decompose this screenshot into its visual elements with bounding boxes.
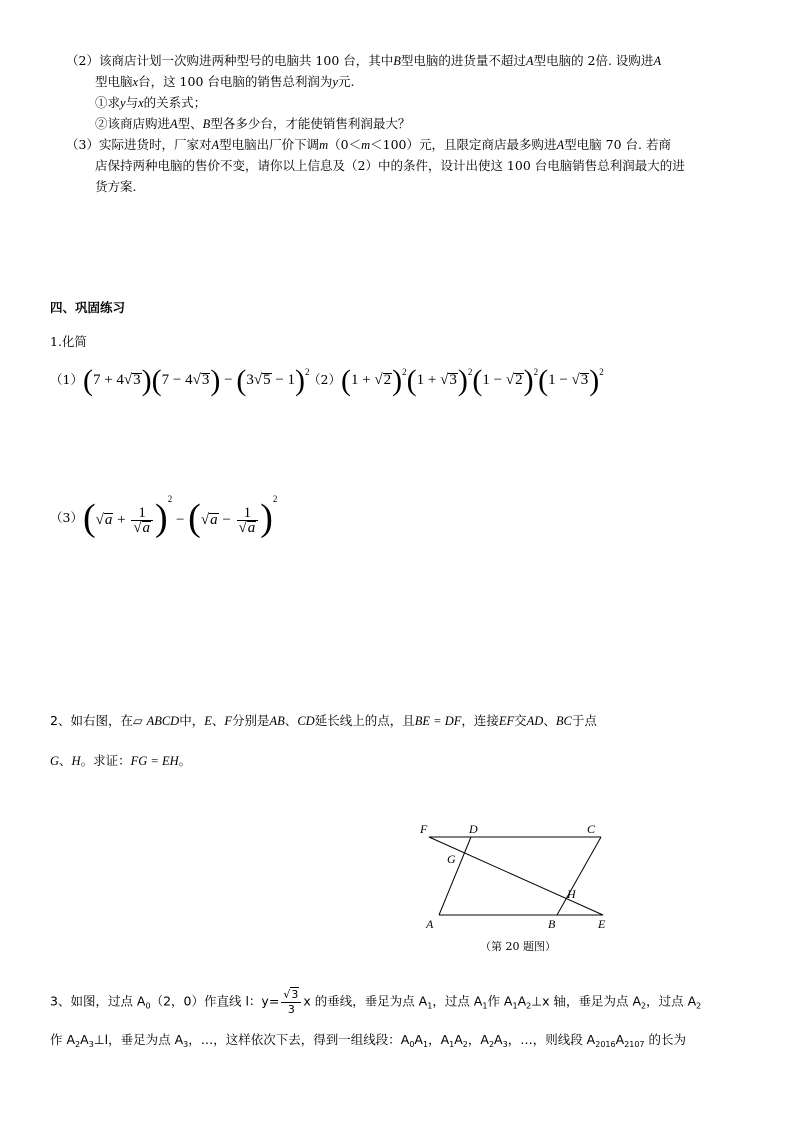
text: 该商店计划一次购进两种型号的电脑共 100 台，其中	[98, 53, 394, 68]
text: A	[414, 1032, 423, 1047]
label-C: C	[587, 822, 596, 836]
ex1-part2	[308, 364, 604, 398]
var-A: A	[556, 138, 565, 152]
label-H: H	[567, 887, 576, 901]
var-A: A	[170, 117, 178, 131]
text: ，…，则线段 A	[507, 1032, 596, 1047]
var-CD: CD	[297, 714, 315, 728]
subscript: 0	[145, 1001, 151, 1011]
text: （0＜	[328, 137, 362, 152]
q3-line3: 货方案.	[95, 179, 137, 194]
subscript: 2016	[595, 1040, 616, 1049]
text: 、	[59, 753, 72, 768]
text: 型电脑	[95, 74, 133, 89]
text: A	[80, 1032, 89, 1047]
part-label: （2）	[308, 372, 341, 387]
text: 。	[178, 753, 192, 768]
var-H: H	[71, 754, 81, 768]
text: 与	[125, 95, 139, 110]
subscript: 1	[482, 1001, 488, 1011]
q2-line1	[66, 50, 661, 72]
text: 型、	[177, 116, 203, 131]
label-E: E	[598, 917, 606, 931]
var-F: F	[224, 714, 233, 728]
subscript: 3	[183, 1040, 189, 1049]
var-BC: BC	[555, 714, 572, 728]
text: 的长为	[644, 1032, 686, 1047]
text: ，A	[467, 1032, 489, 1047]
condition: BE = DF	[414, 714, 462, 728]
text: ⊥l，垂足为点 A	[93, 1032, 184, 1047]
label-A: A	[426, 917, 434, 931]
text: 于点	[571, 713, 597, 728]
var-G: G	[50, 754, 60, 768]
var-EF: EF	[498, 714, 515, 728]
subscript: 2	[75, 1040, 81, 1049]
q3-number: （3）	[66, 137, 99, 152]
ex2-line1	[50, 711, 597, 729]
q2-sub1	[95, 92, 206, 114]
q2-line2	[95, 71, 354, 93]
ex3-line2	[50, 1030, 686, 1049]
text: A	[494, 1032, 503, 1047]
var-AB: AB	[269, 714, 285, 728]
text: 分别是	[232, 713, 270, 728]
text: 3、如图，过点 A	[50, 993, 146, 1009]
subscript: 3	[88, 1040, 94, 1049]
line-CB	[557, 837, 601, 915]
text: 的关系式；	[143, 95, 207, 110]
subscript: 1	[422, 1040, 429, 1049]
subscript: 2	[696, 1001, 702, 1011]
ex1-title: 1.化简	[50, 334, 87, 349]
var-B: B	[393, 54, 401, 68]
text: x 的垂线，垂足为点 A	[303, 993, 428, 1009]
ex1-part1	[50, 364, 310, 398]
expression-3: (√a + $\frac{1}{√a}$ )$^2$ − (√a − $\frac{1}{√a}$ )$^2$	[82, 494, 278, 539]
text: 中，	[179, 713, 205, 728]
text: ⊥x 轴，垂足为点 A	[531, 993, 642, 1009]
var-ABCD: ABCD	[146, 714, 180, 728]
part-label: （1）	[50, 372, 83, 387]
var-A: A	[653, 54, 662, 68]
text: ，…，这样依次下去，得到一组线段：A	[188, 1032, 410, 1047]
label-B: B	[548, 917, 556, 931]
text: 型电脑 70 台. 若商	[564, 137, 671, 152]
parallelogram-figure	[415, 818, 615, 958]
parallelogram-icon: ▱	[132, 713, 143, 728]
text: 型电脑的 2倍. 设购进	[533, 53, 654, 68]
q3-line1	[66, 134, 671, 156]
text: 。求证：	[80, 753, 131, 768]
denominator: 3	[287, 1003, 295, 1016]
subscript: 1	[427, 1001, 433, 1011]
text: （2，0）作直线 l：y=	[150, 993, 280, 1009]
subscript: 3	[502, 1040, 508, 1049]
var-y: y	[332, 75, 338, 89]
q3-line2: 店保持两种电脑的售价不变，请你以上信息及（2）中的条件，设计出使这 100 台电脑销售总利润最大的进	[95, 158, 685, 173]
label-G: G	[447, 852, 456, 866]
text: ①求	[95, 95, 121, 110]
text: 作 A	[487, 993, 513, 1009]
text: 型电脑的进货量不超过	[400, 53, 526, 68]
var-m: m	[361, 138, 371, 152]
subscript: 2	[526, 1001, 532, 1011]
text: A	[517, 993, 527, 1009]
var-m: m	[319, 138, 329, 152]
text: ，过点 A	[646, 993, 697, 1009]
text: 型电脑出厂价下调	[219, 137, 320, 152]
subscript: 2	[462, 1040, 468, 1049]
subscript: 2107	[624, 1040, 645, 1049]
expression-1: $(7 + 4√3)(7 - 4√3) - (3√5 - 1)^2$	[82, 364, 310, 397]
subscript: 2	[488, 1040, 495, 1049]
text: 实际进货时，厂家对	[98, 137, 212, 152]
ex2-line2	[50, 751, 191, 769]
text: ，A	[428, 1032, 450, 1047]
q2-sub2	[95, 113, 410, 135]
text: A	[454, 1032, 463, 1047]
text: ②该商店购进	[95, 116, 171, 131]
var-y: y	[120, 96, 126, 110]
proof-statement: FG = EH	[130, 754, 179, 768]
q2-number: （2）	[66, 53, 99, 68]
text: 元.	[337, 74, 355, 89]
var-A: A	[525, 54, 534, 68]
text: 型各多少台，才能使销售利润最大？	[210, 116, 411, 131]
var-AD: AD	[526, 714, 544, 728]
subscript: 1	[512, 1001, 518, 1011]
var-x: x	[132, 75, 139, 89]
figure-caption: （第 20 题图）	[480, 940, 556, 953]
var-B: B	[202, 117, 211, 131]
text: ，过点 A	[432, 993, 483, 1009]
fraction-sqrt3-over-3: $\frac{√3}{3}$	[281, 987, 301, 1017]
text: ＜100）元，且限定商店最多购进	[370, 137, 557, 152]
var-E: E	[204, 714, 212, 728]
part-label: （3）	[50, 510, 83, 525]
subscript: 1	[449, 1040, 455, 1049]
text: 、	[284, 713, 298, 728]
label-F: F	[420, 822, 428, 836]
text: 2、如右图，在	[50, 713, 133, 728]
section-title: 四、巩固练习	[50, 300, 126, 315]
text: 、	[211, 713, 225, 728]
ex1-part3	[50, 494, 277, 540]
text: ，连接	[461, 713, 499, 728]
ex3-line1	[50, 987, 701, 1017]
text: 、	[543, 713, 556, 728]
subscript: 0	[409, 1040, 415, 1049]
text: 交	[514, 713, 527, 728]
var-x: x	[138, 96, 144, 110]
subscript: 2	[641, 1001, 647, 1011]
numerator: 3	[291, 988, 299, 1001]
text: 延长线上的点，且	[314, 713, 415, 728]
label-D: D	[469, 822, 478, 836]
expression-2: $(1 + √2)^2(1 + √3)^2(1 - √2)^2(1 - √3)^2$	[340, 364, 604, 397]
text: 台，这 100 台电脑的销售总利润为	[138, 74, 333, 89]
text: 作 A	[50, 1032, 76, 1047]
var-A: A	[211, 138, 220, 152]
text: A	[615, 1032, 625, 1047]
